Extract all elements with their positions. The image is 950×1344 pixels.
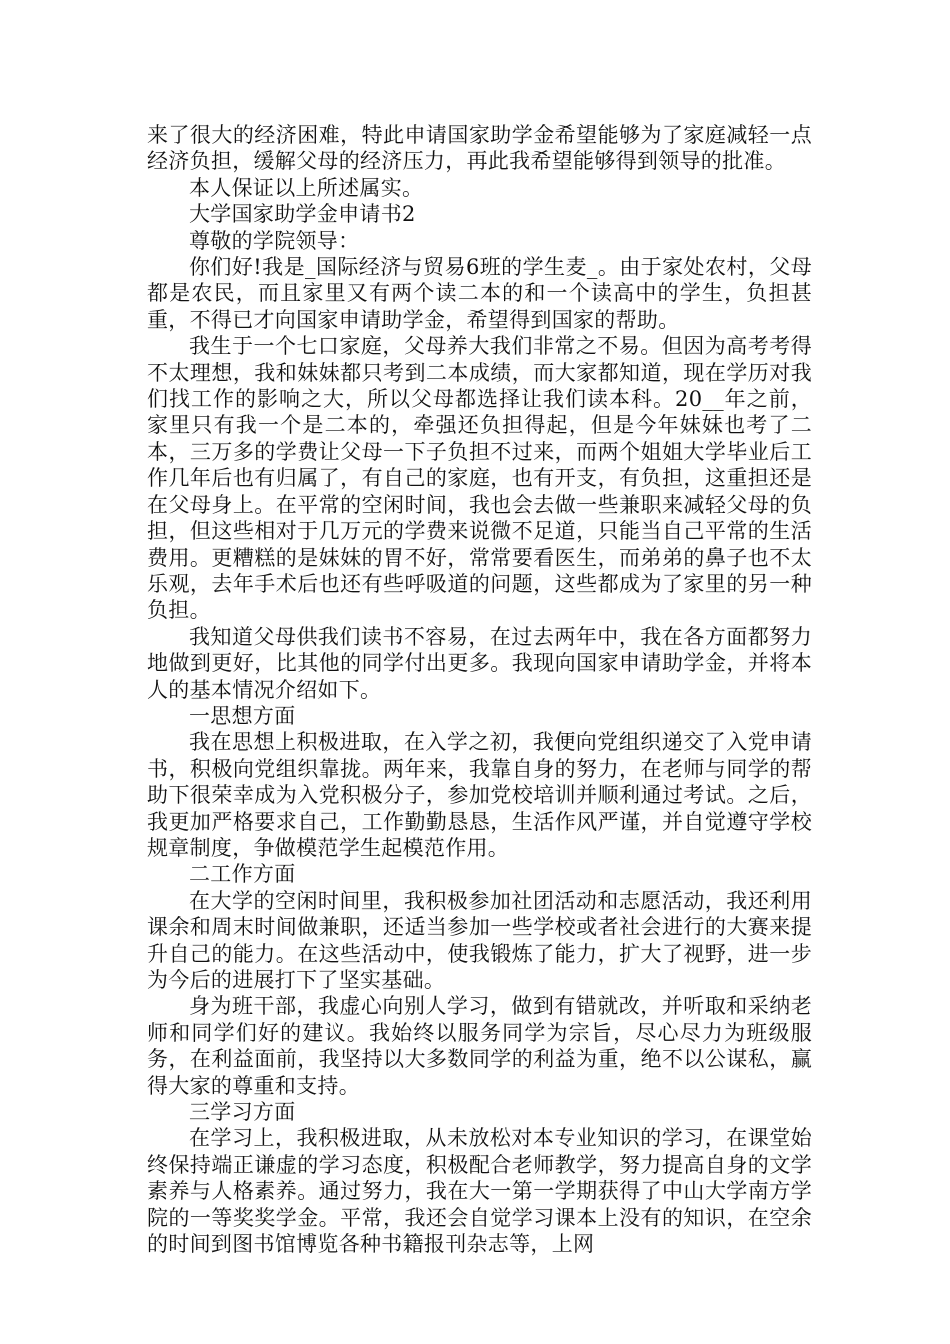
paragraph: 来了很大的经济困难，特此申请国家助学金希望能够为了家庭减轻一点经济负担，缓解父母的经济压力，再此我希望能够得到领导的批准。	[147, 123, 812, 174]
section-heading: 一思想方面	[189, 703, 296, 728]
document-body	[147, 122, 812, 1257]
paragraph: 身为班干部，我虚心向别人学习，做到有错就改，并听取和采纳老师和同学们好的建议。我始终以服务同学为宗旨，尽心尽力为班级服务，在利益面前，我坚持以大多数同学的利益为重，绝不以公谋私，赢得大家的尊重和支持。	[147, 994, 812, 1098]
salutation: 尊敬的学院领导：	[189, 228, 360, 253]
paragraph: 在大学的空闲时间里，我积极参加社团活动和志愿活动，我还利用课余和周末时间做兼职，还适当参加一些学校或者社会进行的大赛来提升自己的能力。在这些活动中，使我锻炼了能力，扩大了视野，进一步为今后的进展打下了坚实基础。	[147, 888, 812, 992]
paragraph: 我生于一个七口家庭，父母养大我们非常之不易。但因为高考考得不太理想，我和妹妹都只考到二本成绩，而大家都知道，现在学历对我们找工作的影响之大，所以父母都选择让我们读本科。20__年之前，家里只有我一个是二本的，牵强还负担得起，但是今年妹妹也考了二本，三万多的学费让父母一下子负担不过来，而两个姐姐大学毕业后工作几年后也有归属了，有自己的家庭，也有开支，有负担，这重担还是在父母身上。在平常的空闲时间，我也会去做一些兼职来减轻父母的负担，但这些相对于几万元的学费来说微不足道，只能当自己平常的生活费用。更糟糕的是妹妹的胃不好，常常要看医生，而弟弟的鼻子也不太乐观，去年手术后也还有些呼吸道的问题，这些都成为了家里的另一种负担。	[147, 334, 812, 623]
paragraph: 我在思想上积极进取，在入学之初，我便向党组织递交了入党申请书，积极向党组织靠拢。两年来，我靠自身的努力，在老师与同学的帮助下很荣幸成为入党积极分子，参加党校培训并顺利通过考试。之后，我更加严格要求自己，工作勤勤恳恳，生活作风严谨，并自觉遵守学校规章制度，争做模范学生起模范作用。	[147, 730, 812, 860]
section-title: 大学国家助学金申请书2	[189, 202, 416, 227]
section-heading: 三学习方面	[189, 1100, 296, 1125]
paragraph: 我知道父母供我们读书不容易，在过去两年中，我在各方面都努力地做到更好，比其他的同学付出更多。我现向国家申请助学金，并将本人的基本情况介绍如下。	[147, 624, 812, 702]
paragraph: 本人保证以上所述属实。	[189, 175, 424, 200]
paragraph: 在学习上，我积极进取，从未放松对本专业知识的学习，在课堂始终保持端正谦虚的学习态度，积极配合老师教学，努力提高自身的文学素养与人格素养。通过努力，我在大一第一学期获得了中山大学南方学院的一等奖奖学金。平常，我还会自觉学习课本上没有的知识，在空余的时间到图书馆博览各种书籍报刊杂志等，上网	[147, 1126, 812, 1257]
section-heading: 二工作方面	[189, 862, 296, 887]
paragraph: 你们好!我是_国际经济与贸易6班的学生麦_。由于家处农村，父母都是农民，而且家里又有两个读二本的和一个读高中的学生，负担甚重，不得已才向国家申请助学金，希望得到国家的帮助。	[147, 255, 812, 332]
